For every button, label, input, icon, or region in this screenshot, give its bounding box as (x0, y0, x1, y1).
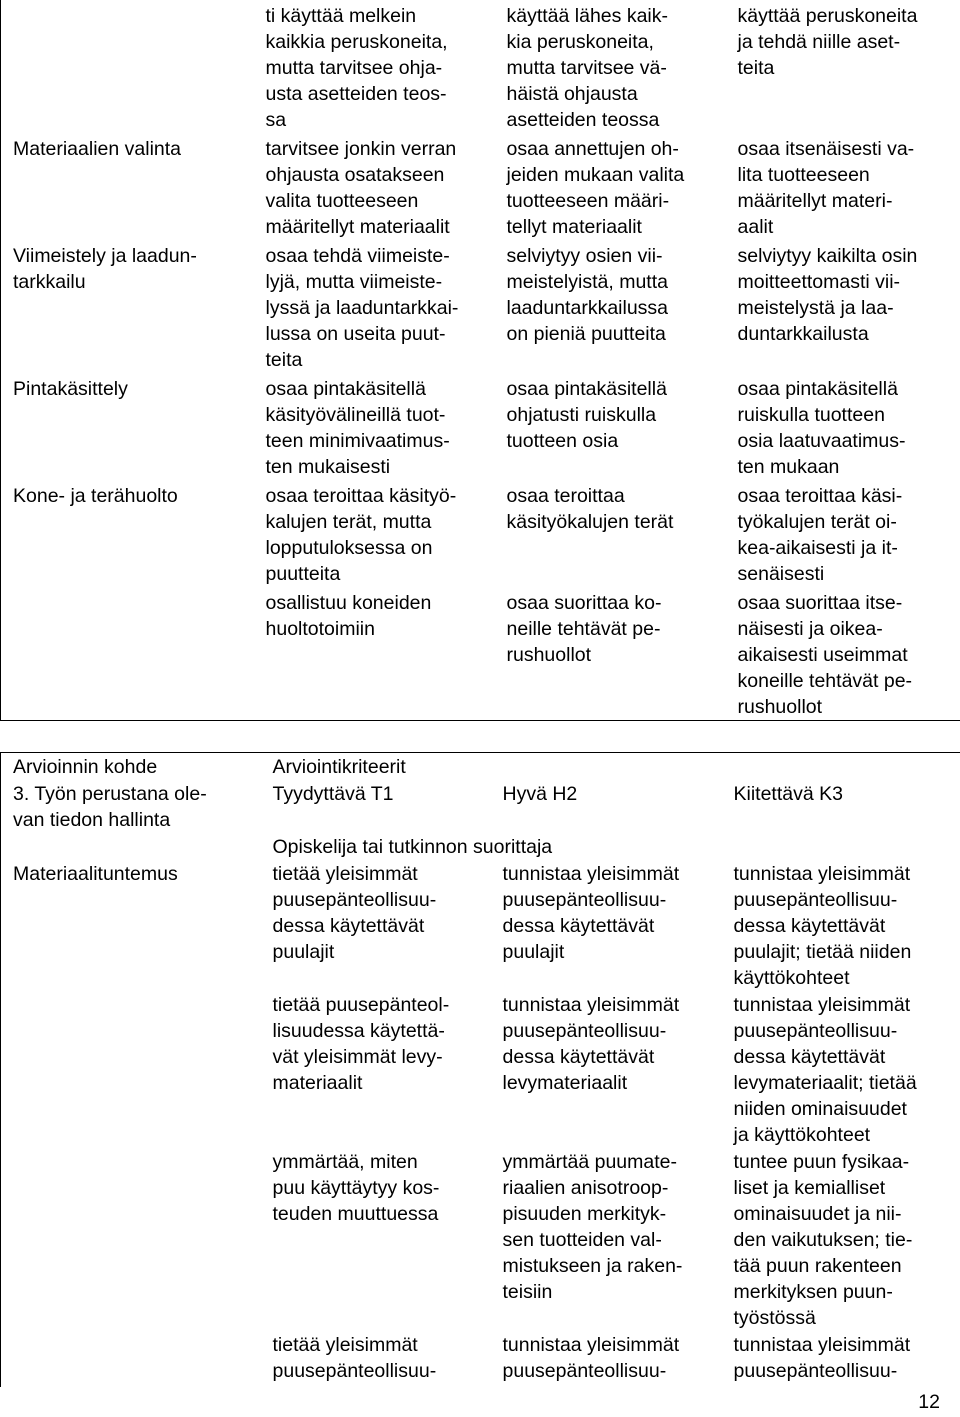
grade-k3-cell: tunnistaa yleisimmät puusepänteollisuu- (733, 1334, 911, 1382)
grade-h2-header: Hyvä H2 (502, 783, 578, 805)
grade-h2-cell: tunnistaa yleisimmät puusepänteollisuu- (502, 1334, 680, 1382)
grade-t1-cell: tietää yleisimmät puusepänteollisuu- dessa käytettävät puulajit (272, 863, 437, 963)
row-label (1, 991, 261, 1148)
grade-header-row (1, 780, 960, 833)
grade-k3-header: Kiitettävä K3 (733, 783, 843, 805)
grade-h2-cell: osaa pintakäsitellä ohjatusti ruiskulla tuotteen osia (506, 378, 667, 452)
grade-h2-cell: selviytyy osien vii- meistelyistä, mutta laaduntarkkailussa on pieniä puutteita (506, 245, 669, 345)
table-row (1, 0, 960, 133)
table-row (1, 480, 960, 587)
criteria-table-bottom (0, 752, 960, 1387)
grade-h2-cell: osaa annettujen oh- jeiden mukaan valita tuotteeseen määri- tellyt materiaalit (506, 138, 685, 238)
row-label (1, 1331, 261, 1387)
row-label (1, 587, 254, 721)
section-label: 3. Työn perustana ole- van tiedon hallinta (13, 783, 207, 831)
page-number: 12 (918, 1391, 940, 1413)
row-label: Materiaalien valinta (13, 138, 182, 160)
row-label: Viimeistely ja laadun- tarkkailu (13, 245, 197, 293)
column-header-criteria: Arviointikriteerit (272, 756, 406, 778)
grade-t1-cell: tietää puusepänteol- lisuudessa käytettä- vät yleisimmät levy- materiaalit (272, 994, 450, 1094)
grade-k3-cell: osaa itsenäisesti va- lita tuotteeseen määritellyt materi- aalit (737, 138, 915, 238)
grade-t1-cell: osallistuu koneiden huoltotoimiin (265, 592, 432, 640)
table-row (1, 133, 960, 240)
grade-h2-cell: tunnistaa yleisimmät puusepänteollisuu- dessa käytettävät puulajit (502, 863, 680, 963)
grade-k3-cell: tuntee puun fysikaa- liset ja kemialliset ominaisuudet ja nii- den vaikutuksen; tie- tää puun rakenteen merkityksen puun- työstössä (733, 1151, 913, 1329)
grade-t1-cell: osaa pintakäsitellä käsityövälineillä tuot- teen minimivaatimus- ten mukaisesti (265, 378, 450, 478)
grade-t1-header: Tyydyttävä T1 (272, 783, 394, 805)
table-row (1, 373, 960, 480)
row-label (1, 0, 254, 133)
row-label: Materiaalituntemus (13, 863, 178, 885)
grade-t1-cell: osaa tehdä viimeiste- lyjä, mutta viimeiste- lyssä ja laaduntarkkai- lussa on useita puut- teita (265, 245, 459, 371)
table-row (1, 860, 960, 991)
table-row (1, 240, 960, 373)
grade-t1-cell: tarvitsee jonkin verran ohjausta osatakseen valita tuotteeseen määritellyt materiaalit (265, 138, 457, 238)
grade-h2-cell: ymmärtää puumate- riaalien anisotroop- pisuuden merkityk- sen tuotteiden val- mistukseen ja raken- teisiin (502, 1151, 683, 1303)
grade-k3-cell: tunnistaa yleisimmät puusepänteollisuu- dessa käytettävät puulajit; tietää niiden käyttökohteet (733, 863, 912, 989)
header-row (1, 753, 960, 781)
grade-k3-cell: osaa teroittaa käsi- työkalujen terät oi- kea-aikaisesti ja it- senäisesti (737, 485, 903, 585)
row-label: Pintakäsittely (13, 378, 128, 400)
subject-line: Opiskelija tai tutkinnon suorittaja (272, 836, 553, 858)
table-row (1, 1331, 960, 1387)
grade-k3-cell: käyttää peruskoneita ja tehdä niille aset- teita (737, 5, 918, 79)
grade-k3-cell: osaa pintakäsitellä ruiskulla tuotteen osia laatuvaatimus- ten mukaan (737, 378, 906, 478)
grade-k3-cell: selviytyy kaikilta osin moitteettomasti vii- meistelystä ja laa- duntarkkailusta (737, 245, 918, 345)
grade-h2-cell: osaa suorittaa ko- neille tehtävät pe- rushuollot (506, 592, 662, 666)
row-label: Kone- ja terähuolto (13, 485, 178, 507)
grade-t1-cell: ti käyttää melkein kaikkia peruskoneita, mutta tarvitsee ohja- usta asetteiden teos- sa (265, 5, 448, 131)
grade-h2-cell: osaa teroittaa käsityökalujen terät (506, 485, 674, 533)
table-row (1, 991, 960, 1148)
table-row (1, 587, 960, 721)
grade-t1-cell: ymmärtää, miten puu käyttäytyy kos- teuden muuttuessa (272, 1151, 440, 1225)
grade-k3-cell: tunnistaa yleisimmät puusepänteollisuu- dessa käytettävät levymateriaalit; tietää niiden ominaisuudet ja käyttökohteet (733, 994, 917, 1146)
table-row (1, 1148, 960, 1331)
grade-t1-cell: osaa teroittaa käsityö- kalujen terät, mutta lopputuloksessa on puutteita (265, 485, 457, 585)
grade-h2-cell: käyttää lähes kaik- kia peruskoneita, mutta tarvitsee vä- häistä ohjausta asetteiden teossa (506, 5, 668, 131)
grade-t1-cell: tietää yleisimmät puusepänteollisuu- (272, 1334, 437, 1382)
row-label (1, 1148, 261, 1331)
subject-row (1, 833, 960, 860)
grade-h2-cell: tunnistaa yleisimmät puusepänteollisuu- dessa käytettävät levymateriaalit (502, 994, 680, 1094)
column-header-label: Arvioinnin kohde (13, 756, 158, 778)
grade-k3-cell: osaa suorittaa itse- näisesti ja oikea- aikaisesti useimmat koneille tehtävät pe- rushuollot (737, 592, 913, 718)
